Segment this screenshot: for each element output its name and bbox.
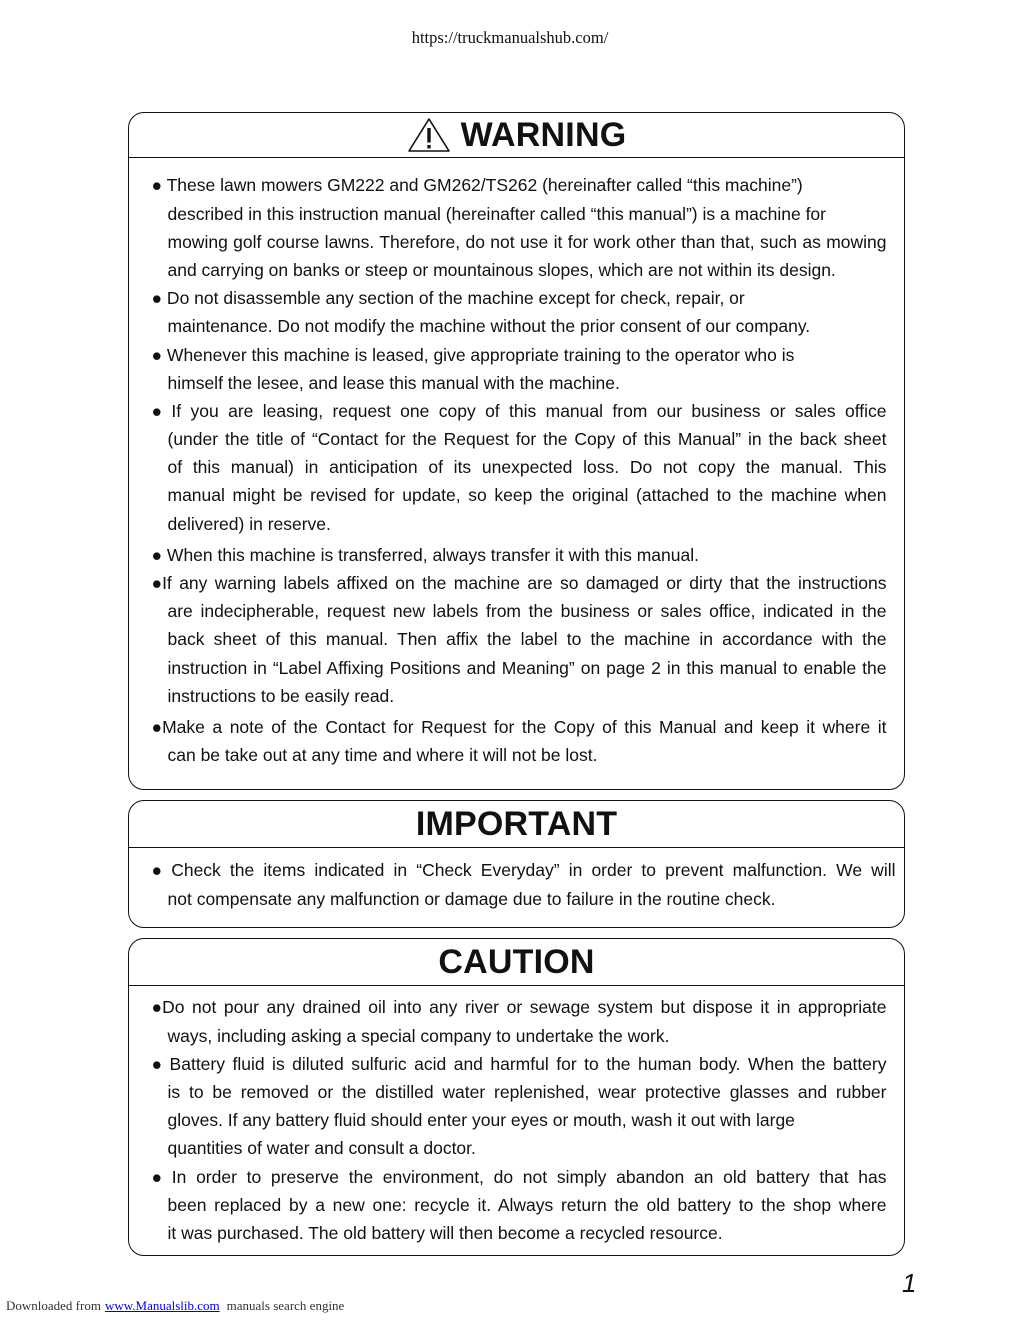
warning-header	[129, 113, 904, 158]
caution-text-line: ways, including asking a special company to undertake the work.	[167, 1025, 670, 1046]
important-text-line: not compensate any malfunction or damage due to failure in the routine check.	[167, 888, 776, 909]
warning-text-line: delivered) in reserve.	[167, 513, 331, 534]
caution-text-line: gloves. If any battery fluid should enter your eyes or mouth, wash it out with large	[167, 1110, 795, 1131]
warning-text-line: instructions to be easily read.	[167, 685, 395, 706]
caution-text-line: ● In order to preserve the environment, do not simply abandon an old battery that has	[151, 1166, 887, 1187]
warning-text-line: are indecipherable, request new labels from the business or sales office, indicated in the	[167, 601, 887, 622]
warning-list-item	[152, 397, 887, 538]
manualslib-link[interactable]: www.Manualslib.com	[104, 1298, 220, 1313]
warning-text-line: manual might be revised for update, so keep the original (attached to the machine when	[167, 485, 887, 506]
important-box	[128, 800, 905, 928]
warning-triangle-icon	[407, 117, 451, 153]
warning-text-line: back sheet of this manual. Then affix the label to the machine in accordance with the	[167, 629, 887, 650]
caution-list-item	[152, 993, 887, 1049]
warning-title: WARNING	[460, 116, 627, 154]
warning-text-line: ●If any warning labels affixed on the machine are so damaged or dirty that the instructions	[151, 573, 887, 594]
warning-list-item	[152, 713, 887, 769]
header-url: https://truckmanualshub.com/	[411, 28, 609, 47]
warning-text-line: of this manual) in anticipation of its unexpected loss. Do not copy the manual. This	[167, 457, 887, 478]
warning-text-line: maintenance. Do not modify the machine without the prior consent of our company.	[167, 316, 811, 337]
warning-text-line: ●Make a note of the Contact for Request for the Copy of this Manual and keep it where it	[151, 716, 887, 737]
warning-text-line: and carrying on banks or steep or mountainous slopes, which are not within its design.	[167, 259, 836, 280]
caution-text-line: quantities of water and consult a doctor.	[167, 1138, 476, 1159]
warning-text-line: ● If you are leasing, request one copy of this manual from our business or sales office	[151, 400, 887, 421]
warning-list-item	[152, 284, 887, 340]
warning-text-line: ● These lawn mowers GM222 and GM262/TS262 (hereinafter called “this machine”)	[151, 175, 803, 196]
warning-text-line: can be take out at any time and where it will not be lost.	[167, 745, 598, 766]
warning-text-line: ● When this machine is transferred, always transfer it with this manual.	[151, 544, 699, 565]
caution-header	[129, 939, 904, 986]
important-header	[129, 801, 904, 848]
warning-list-item	[152, 569, 887, 710]
warning-list	[152, 171, 887, 769]
important-title: IMPORTANT	[415, 805, 618, 843]
caution-text-line: ● Battery fluid is diluted sulfuric acid and harmful for to the human body. When the battery	[151, 1053, 887, 1074]
warning-text-line: mowing golf course lawns. Therefore, do not use it for work other than that, such as mowing	[167, 231, 887, 252]
important-text-line: ● Check the items indicated in “Check Everyday” in order to prevent malfunction. We will	[151, 860, 896, 881]
warning-text-line: described in this instruction manual (hereinafter called “this manual”) is a machine for	[167, 203, 826, 224]
caution-text-line: ●Do not pour any drained oil into any river or sewage system but dispose it in appropriate	[151, 997, 887, 1018]
important-list	[152, 856, 896, 912]
warning-list-item	[152, 541, 887, 569]
important-list-item	[152, 856, 896, 912]
warning-box	[128, 112, 905, 790]
warning-text-line: ● Do not disassemble any section of the machine except for check, repair, or	[151, 288, 745, 309]
caution-text-line: it was purchased. The old battery will then become a recycled resource.	[167, 1222, 723, 1243]
caution-title: CAUTION	[438, 943, 595, 981]
warning-text-line: (under the title of “Contact for the Request for the Copy of this Manual” in the back sheet	[167, 429, 887, 450]
caution-list-item	[152, 1163, 887, 1248]
footer	[6, 1298, 344, 1314]
warning-text-line: himself the lesee, and lease this manual with the machine.	[167, 372, 620, 393]
warning-text-line: ● Whenever this machine is leased, give appropriate training to the operator who is	[151, 344, 795, 365]
warning-list-item	[152, 171, 887, 284]
warning-text-line: instruction in “Label Affixing Positions and Meaning” on page 2 in this manual to enable the	[167, 657, 887, 678]
caution-box	[128, 938, 905, 1256]
caution-text-line: is to be removed or the distilled water replenished, wear protective glasses and rubber	[167, 1081, 887, 1102]
caution-text-line: been replaced by a new one: recycle it. Always return the old battery to the shop where	[167, 1194, 887, 1215]
footer-suffix: manuals search engine	[226, 1298, 345, 1313]
warning-list-item	[152, 341, 887, 397]
page-number: 1	[902, 1268, 917, 1298]
footer-prefix: Downloaded from	[6, 1298, 101, 1313]
caution-list-item	[152, 1050, 887, 1163]
caution-list	[152, 993, 887, 1247]
